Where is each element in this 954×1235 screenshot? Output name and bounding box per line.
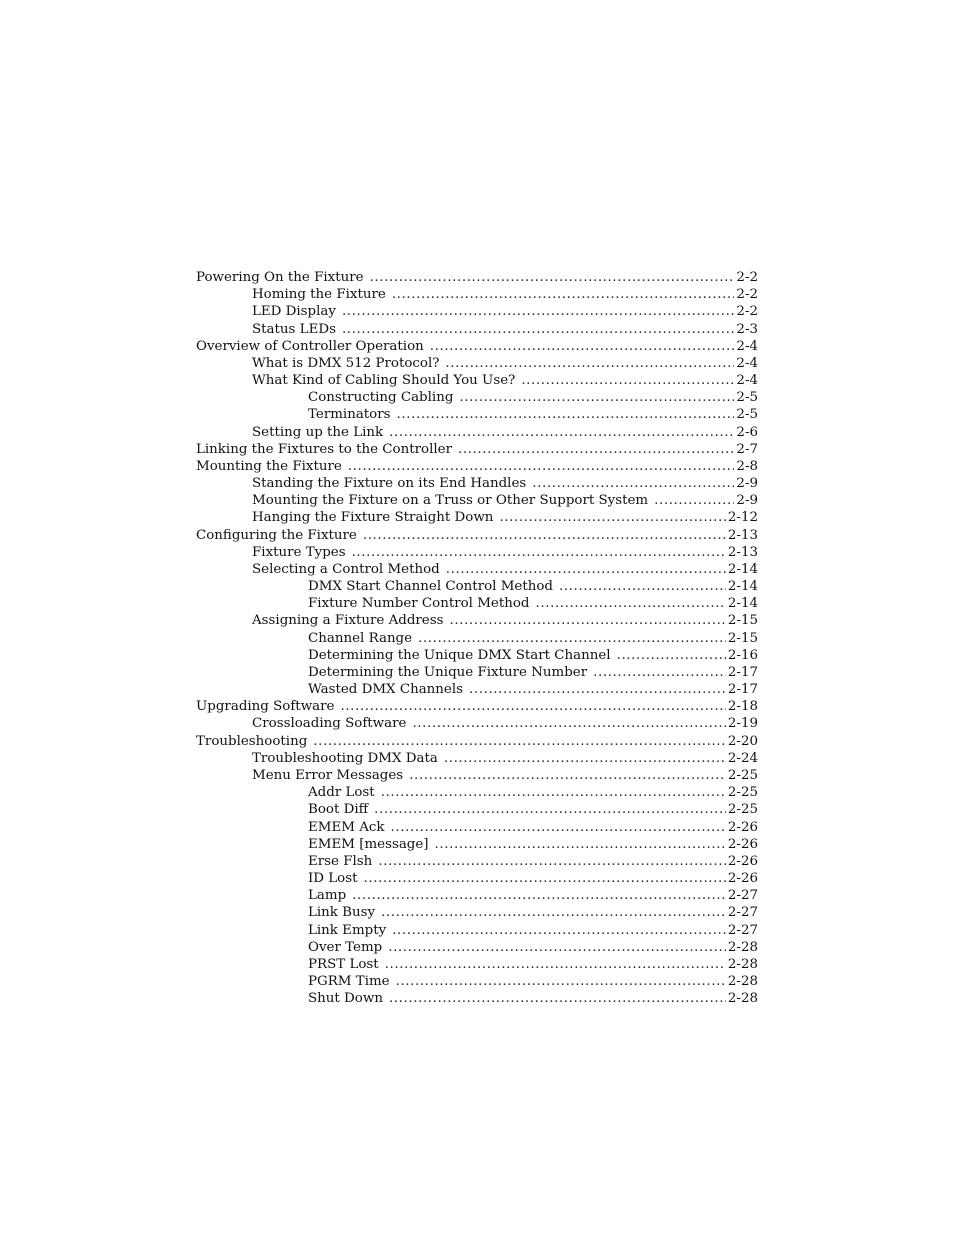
toc-dot-leader — [459, 389, 734, 406]
toc-entry[interactable] — [196, 321, 758, 338]
toc-entry[interactable] — [196, 338, 758, 355]
toc-entry[interactable] — [196, 836, 758, 853]
toc-entry-title: What is DMX 512 Protocol? — [252, 355, 440, 371]
toc-entry-title: Shut Down — [308, 991, 383, 1007]
toc-dot-leader — [499, 509, 725, 526]
toc-entry-title: Wasted DMX Channels — [308, 682, 464, 698]
toc-entry[interactable] — [196, 904, 758, 921]
toc-entry-title: Selecting a Control Method — [252, 561, 440, 577]
toc-entry-title: PGRM Time — [308, 974, 390, 990]
toc-dot-leader — [381, 904, 726, 921]
toc-entry-page-number: 2-12 — [727, 510, 758, 526]
toc-entry[interactable] — [196, 458, 758, 475]
toc-entry[interactable] — [196, 612, 758, 629]
toc-dot-leader — [458, 441, 734, 458]
toc-entry-title: Menu Error Messages — [252, 767, 404, 783]
toc-entry-title: Addr Lost — [308, 785, 375, 801]
toc-entry-page-number: 2-24 — [727, 750, 758, 766]
toc-entry-page-number: 2-18 — [727, 699, 758, 715]
toc-entry[interactable] — [196, 475, 758, 492]
toc-entry-page-number: 2-17 — [727, 682, 758, 698]
toc-entry[interactable] — [196, 406, 758, 423]
toc-entry-page-number: 2-3 — [736, 321, 758, 337]
toc-entry-title: Assigning a Fixture Address — [252, 613, 444, 629]
toc-entry-title: Fixture Types — [252, 544, 346, 560]
toc-entry[interactable] — [196, 681, 758, 698]
toc-entry[interactable] — [196, 767, 758, 784]
toc-entry[interactable] — [196, 887, 758, 904]
toc-entry-page-number: 2-28 — [727, 974, 758, 990]
toc-entry-title: Crossloading Software — [252, 716, 407, 732]
toc-entry[interactable] — [196, 801, 758, 818]
toc-entry-page-number: 2-19 — [727, 716, 758, 732]
toc-dot-leader — [444, 750, 726, 767]
toc-dot-leader — [388, 939, 726, 956]
toc-dot-leader — [348, 458, 735, 475]
toc-entry-title: Constructing Cabling — [308, 390, 454, 406]
toc-dot-leader — [521, 372, 734, 389]
toc-entry[interactable] — [196, 733, 758, 750]
toc-dot-leader — [418, 630, 726, 647]
toc-entry-title: Fixture Number Control Method — [308, 596, 530, 612]
toc-entry[interactable] — [196, 372, 758, 389]
toc-entry-title: Lamp — [308, 888, 347, 904]
toc-entry-page-number: 2-14 — [727, 596, 758, 612]
toc-entry-title: Terminators — [308, 407, 391, 423]
toc-entry-title: ID Lost — [308, 871, 358, 887]
toc-entry-title: PRST Lost — [308, 956, 379, 972]
toc-entry[interactable] — [196, 973, 758, 990]
toc-dot-leader — [364, 870, 726, 887]
toc-dot-leader — [342, 321, 734, 338]
toc-entry-page-number: 2-26 — [727, 853, 758, 869]
toc-entry-title: Erse Flsh — [308, 853, 373, 869]
toc-entry-title: Troubleshooting DMX Data — [252, 750, 438, 766]
toc-dot-leader — [469, 681, 726, 698]
table-of-contents — [196, 269, 758, 1007]
toc-entry-title: Powering On the Fixture — [196, 270, 364, 285]
toc-dot-leader — [370, 269, 735, 286]
toc-entry-page-number: 2-16 — [727, 647, 758, 663]
toc-entry-title: Determining the Unique Fixture Number — [308, 664, 588, 680]
toc-entry-title: Over Temp — [308, 939, 383, 955]
toc-entry-page-number: 2-15 — [727, 630, 758, 646]
toc-dot-leader — [593, 664, 726, 681]
toc-entry-page-number: 2-28 — [727, 956, 758, 972]
toc-dot-leader — [392, 922, 726, 939]
toc-dot-leader — [536, 595, 726, 612]
toc-dot-leader — [559, 578, 726, 595]
toc-entry-page-number: 2-5 — [736, 407, 758, 423]
toc-dot-leader — [654, 492, 734, 509]
toc-entry-page-number: 2-14 — [727, 561, 758, 577]
toc-dot-leader — [352, 544, 726, 561]
toc-entry[interactable] — [196, 630, 758, 647]
toc-dot-leader — [374, 801, 726, 818]
toc-entry[interactable] — [196, 939, 758, 956]
toc-dot-leader — [363, 527, 726, 544]
toc-entry-title: EMEM Ack — [308, 819, 385, 835]
toc-entry-page-number: 2-2 — [736, 270, 758, 285]
toc-entry[interactable] — [196, 441, 758, 458]
toc-entry-page-number: 2-17 — [727, 664, 758, 680]
toc-entry[interactable] — [196, 561, 758, 578]
toc-dot-leader — [617, 647, 726, 664]
toc-entry-page-number: 2-25 — [727, 785, 758, 801]
toc-dot-leader — [342, 303, 734, 320]
toc-dot-leader — [532, 475, 734, 492]
toc-entry[interactable] — [196, 647, 758, 664]
toc-entry[interactable] — [196, 595, 758, 612]
toc-entry-page-number: 2-5 — [736, 390, 758, 406]
toc-entry-page-number: 2-27 — [727, 905, 758, 921]
toc-entry[interactable] — [196, 870, 758, 887]
toc-entry-page-number: 2-14 — [727, 579, 758, 595]
toc-dot-leader — [435, 836, 726, 853]
toc-entry[interactable] — [196, 784, 758, 801]
toc-entry-title: Determining the Unique DMX Start Channel — [308, 647, 611, 663]
toc-entry-page-number: 2-26 — [727, 819, 758, 835]
toc-entry-title: Channel Range — [308, 630, 413, 646]
toc-entry[interactable] — [196, 269, 758, 286]
toc-entry[interactable] — [196, 424, 758, 441]
toc-entry-title: Troubleshooting — [196, 733, 308, 749]
toc-entry-title: Status LEDs — [252, 321, 336, 337]
toc-entry-page-number: 2-28 — [727, 991, 758, 1007]
toc-entry[interactable] — [196, 819, 758, 836]
toc-entry[interactable] — [196, 303, 758, 320]
toc-entry-title: EMEM [message] — [308, 836, 429, 852]
toc-entry-title: Configuring the Fixture — [196, 527, 357, 543]
toc-entry-page-number: 2-13 — [727, 527, 758, 543]
toc-entry[interactable] — [196, 355, 758, 372]
toc-dot-leader — [396, 973, 726, 990]
toc-entry[interactable] — [196, 956, 758, 973]
toc-entry[interactable] — [196, 922, 758, 939]
toc-dot-leader — [313, 733, 726, 750]
toc-entry-title: Link Busy — [308, 905, 376, 921]
toc-entry-title: DMX Start Channel Control Method — [308, 579, 553, 595]
toc-dot-leader — [385, 956, 726, 973]
toc-entry-page-number: 2-27 — [727, 888, 758, 904]
toc-dot-leader — [409, 767, 726, 784]
toc-entry-page-number: 2-9 — [736, 493, 758, 509]
toc-dot-leader — [389, 990, 726, 1007]
toc-entry[interactable] — [196, 715, 758, 732]
toc-entry-page-number: 2-13 — [727, 544, 758, 560]
toc-dot-leader — [392, 286, 735, 303]
toc-entry-page-number: 2-15 — [727, 613, 758, 629]
toc-entry[interactable] — [196, 544, 758, 561]
toc-entry[interactable] — [196, 750, 758, 767]
toc-entry[interactable] — [196, 578, 758, 595]
toc-entry-page-number: 2-6 — [736, 424, 758, 440]
toc-entry[interactable] — [196, 527, 758, 544]
toc-entry[interactable] — [196, 509, 758, 526]
toc-dot-leader — [352, 887, 726, 904]
toc-entry-title: Mounting the Fixture on a Truss or Other Support System — [252, 493, 649, 509]
toc-entry-title: Setting up the Link — [252, 424, 384, 440]
toc-entry[interactable] — [196, 853, 758, 870]
toc-entry[interactable] — [196, 492, 758, 509]
toc-dot-leader — [449, 612, 725, 629]
toc-entry-page-number: 2-8 — [736, 458, 758, 474]
toc-entry-page-number: 2-2 — [736, 304, 758, 320]
toc-entry-title: Mounting the Fixture — [196, 458, 342, 474]
toc-dot-leader — [378, 853, 726, 870]
toc-entry[interactable] — [196, 990, 758, 1007]
toc-entry-title: Hanging the Fixture Straight Down — [252, 510, 494, 526]
toc-entry-title: Overview of Controller Operation — [196, 338, 424, 354]
toc-entry-page-number: 2-4 — [736, 373, 758, 389]
toc-dot-leader — [391, 819, 726, 836]
toc-entry-title: Linking the Fixtures to the Controller — [196, 441, 452, 457]
toc-dot-leader — [445, 355, 734, 372]
toc-entry-page-number: 2-28 — [727, 939, 758, 955]
toc-entry-page-number: 2-26 — [727, 871, 758, 887]
toc-entry-page-number: 2-25 — [727, 802, 758, 818]
toc-entry-title: LED Display — [252, 304, 336, 320]
toc-entry-title: What Kind of Cabling Should You Use? — [252, 373, 516, 389]
toc-dot-leader — [381, 784, 726, 801]
toc-dot-leader — [412, 715, 725, 732]
toc-entry-page-number: 2-7 — [736, 441, 758, 457]
toc-entry-page-number: 2-4 — [736, 338, 758, 354]
toc-entry-page-number: 2-4 — [736, 355, 758, 371]
toc-entry-title: Upgrading Software — [196, 699, 335, 715]
toc-entry-page-number: 2-27 — [727, 922, 758, 938]
toc-entry-page-number: 2-25 — [727, 767, 758, 783]
toc-entry[interactable] — [196, 389, 758, 406]
toc-entry-title: Link Empty — [308, 922, 387, 938]
toc-entry[interactable] — [196, 664, 758, 681]
toc-entry-title: Homing the Fixture — [252, 287, 386, 303]
toc-entry-title: Boot Diff — [308, 802, 369, 818]
toc-entry[interactable] — [196, 286, 758, 303]
toc-dot-leader — [389, 424, 734, 441]
toc-entry-page-number: 2-26 — [727, 836, 758, 852]
toc-dot-leader — [397, 406, 735, 423]
toc-dot-leader — [340, 698, 725, 715]
toc-entry-page-number: 2-2 — [736, 287, 758, 303]
toc-entry-title: Standing the Fixture on its End Handles — [252, 476, 527, 492]
toc-dot-leader — [446, 561, 726, 578]
toc-entry-page-number: 2-9 — [736, 476, 758, 492]
toc-entry-page-number: 2-20 — [727, 733, 758, 749]
toc-dot-leader — [430, 338, 735, 355]
toc-entry[interactable] — [196, 698, 758, 715]
